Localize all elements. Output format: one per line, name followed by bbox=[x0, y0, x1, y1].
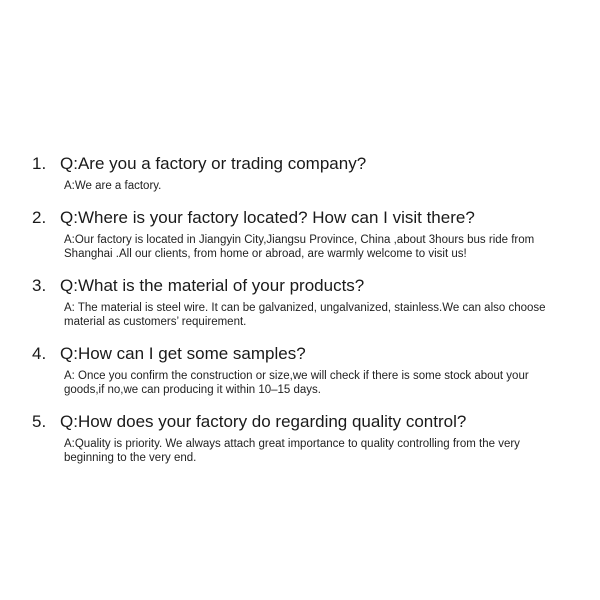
faq-body bbox=[60, 342, 572, 397]
faq-item-4 bbox=[32, 342, 572, 397]
faq-body bbox=[60, 274, 572, 329]
faq-answer: A:Our factory is located in Jiangyin City,Jiangsu Province, China ,about 3hours bus ride from Shanghai .All our clients, from home or abroad, are warmly welcome to visit us! bbox=[64, 234, 535, 260]
faq-number: 4. bbox=[32, 344, 47, 363]
faq-body bbox=[60, 206, 572, 261]
faq-item-5 bbox=[32, 410, 572, 465]
faq-number: 1. bbox=[32, 154, 47, 173]
faq-question: Q:How does your factory do regarding quality control? bbox=[60, 412, 467, 431]
faq-answer: A:We are a factory. bbox=[64, 180, 162, 192]
faq-number: 5. bbox=[32, 412, 47, 431]
faq-number: 2. bbox=[32, 208, 47, 227]
faq-list bbox=[32, 152, 572, 478]
faq-answer: A: The material is steel wire. It can be galvanized, ungalvanized, stainless.We can also choose material as customers’ requirement. bbox=[64, 302, 546, 328]
faq-item-3 bbox=[32, 274, 572, 329]
faq-question: Q:Where is your factory located? How can I visit there? bbox=[60, 208, 475, 227]
faq-question: Q:Are you a factory or trading company? bbox=[60, 154, 367, 173]
faq-question: Q:How can I get some samples? bbox=[60, 344, 306, 363]
faq-answer: A:Quality is priority. We always attach great importance to quality controlling from the very beginning to the very end. bbox=[64, 438, 520, 464]
faq-number: 3. bbox=[32, 276, 47, 295]
faq-item-2 bbox=[32, 206, 572, 261]
faq-question: Q:What is the material of your products? bbox=[60, 276, 365, 295]
faq-body bbox=[60, 152, 572, 193]
faq-answer: A: Once you confirm the construction or size,we will check if there is some stock about your goods,if no,we can producing it within 10–15 days. bbox=[64, 370, 529, 396]
faq-body bbox=[60, 410, 572, 465]
faq-item-1 bbox=[32, 152, 572, 193]
